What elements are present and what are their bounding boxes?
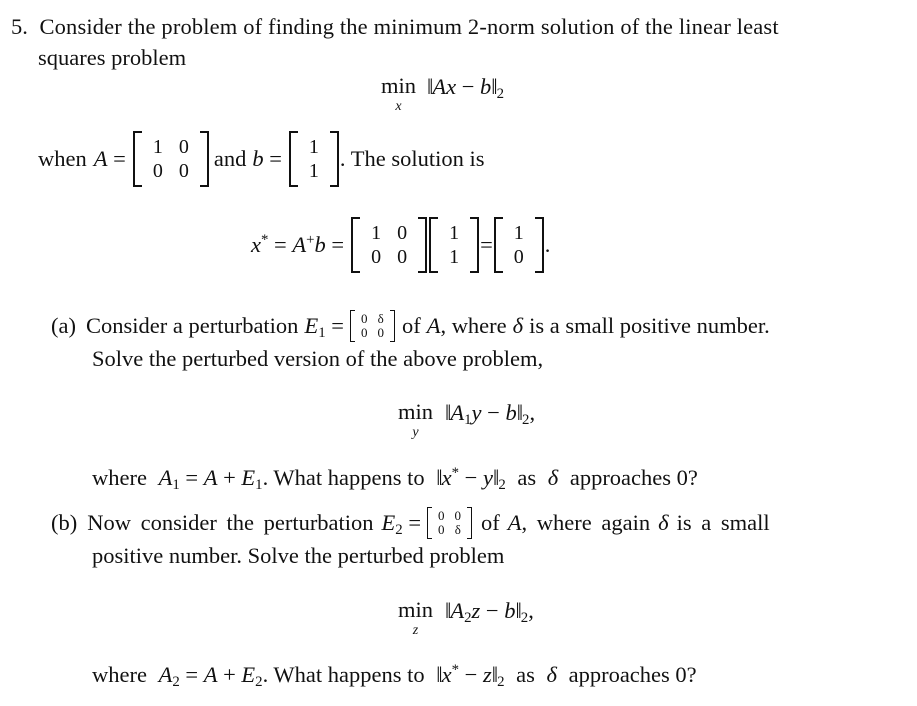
part-b-line1: (b) Now consider the perturbation $E_2$ = 0 0 0 δ of A , where again δ is a small (51, 507, 770, 538)
solution-text: . The solution is (339, 145, 485, 171)
min-word: min (381, 73, 417, 98)
and-text: and (213, 145, 247, 171)
part-a-line3: where $A_1 = A + E_1$. What happens to ‖x* − $y‖_2$ as δ approaches 0? (92, 464, 698, 494)
min-equation-a: min y (398, 399, 434, 440)
vector-x-star: 1 0 (493, 221, 545, 270)
intro-text-2: squares problem (38, 45, 187, 70)
min-subscript-z: z (412, 622, 419, 638)
objective-main: ‖Ax − $b‖_2$ (427, 74, 505, 103)
objective-a: $‖A_1y$ − $b‖_2$, (445, 400, 536, 429)
part-b-line2: positive number. Solve the perturbed problem (92, 543, 505, 568)
vector-b: 1 1 (288, 135, 340, 184)
matrix-A: 1 0 0 0 (132, 135, 210, 184)
min-equation-main (381, 75, 416, 114)
when-text: when (38, 145, 87, 171)
problem-intro-line2 (38, 47, 186, 70)
matrix-E1: 0 δ 0 0 (349, 312, 396, 341)
part-b-line3: where $A_2 = A + E_2$. What happens to ‖x* − $z‖_2$ as δ approaches 0? (92, 661, 697, 691)
intro-text-1: Consider the problem of finding the minimum 2-norm solution of the linear least (39, 14, 779, 39)
definition-line: when A = 1 0 0 0 and b = 1 1 . The solution is (38, 135, 485, 182)
min-subscript-x: x (395, 98, 402, 114)
vector-b-2: 1 1 (428, 221, 480, 270)
matrix-E2: 0 0 0 δ (426, 509, 473, 538)
part-a-label: (a) (51, 312, 76, 338)
part-a-line1: (a) Consider a perturbation $E_1$ = 0 δ 0 0 of A , where δ is a small positive number. (51, 310, 770, 341)
matrix-A-pinv: 1 0 0 0 (350, 221, 428, 270)
problem-number: 5. (11, 14, 28, 39)
objective-b: $‖A_2z$ − $b‖_2$, (445, 598, 534, 627)
solution-equation: x* = A+b = 1 0 0 0 1 1 = 1 0 . (251, 221, 551, 268)
min-subscript-y: y (412, 424, 419, 440)
problem-intro-line1 (11, 16, 779, 39)
part-a-line2: Solve the perturbed version of the above problem, (92, 346, 544, 371)
part-b-label: (b) (51, 509, 78, 535)
min-equation-b: min z (398, 597, 434, 638)
